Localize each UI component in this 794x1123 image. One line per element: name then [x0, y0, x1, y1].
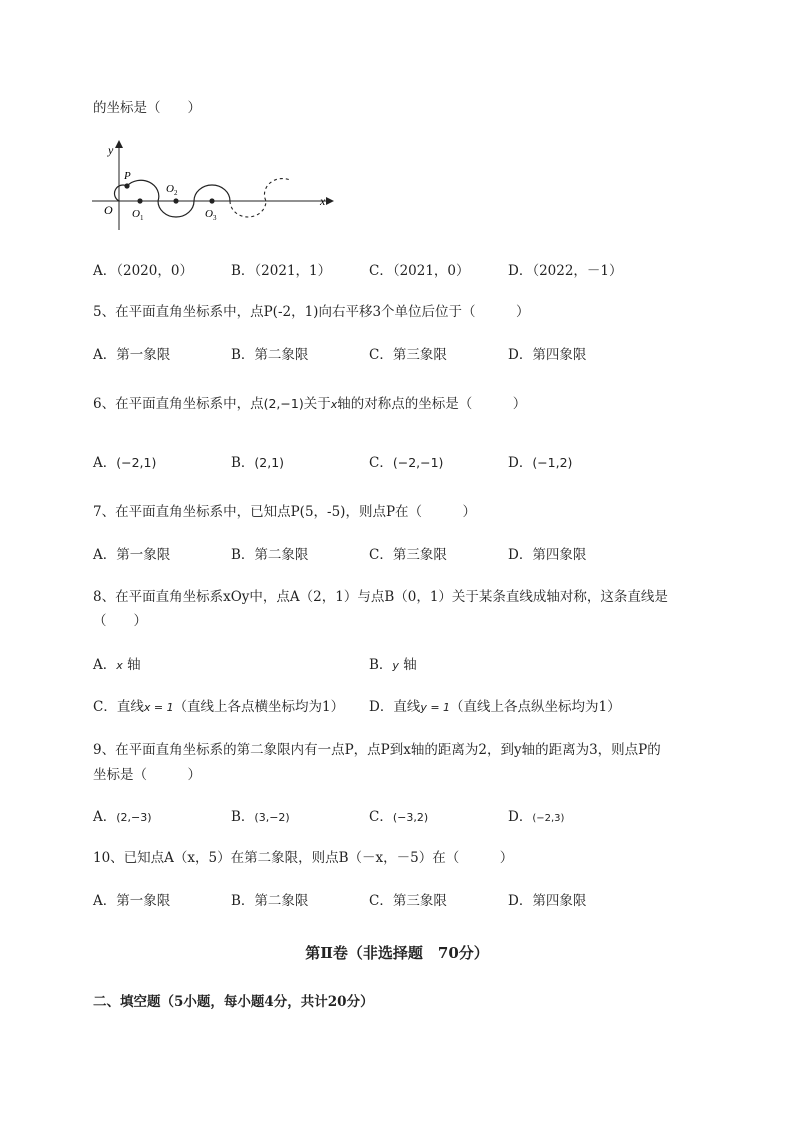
- q7-option-b: B．第二象限: [231, 547, 309, 563]
- q6-stem-point: (2,−1): [263, 396, 304, 411]
- q5-stem: 5、在平面直角坐标系中，点P(-2，1)向右平移3个单位后位于（ ）: [93, 304, 530, 320]
- q9-option-d-value: (−2,3): [532, 813, 565, 824]
- q5-option-d: D．第四象限: [508, 347, 587, 363]
- q8-option-a-letter: A．: [93, 657, 117, 673]
- o2-sub: 2: [174, 189, 178, 197]
- wave-dashed-continuation: [230, 179, 290, 217]
- q9-stem-line1: 9、在平面直角坐标系的第二象限内有一点P，点P到x轴的距离为2，到y轴的距离为3，则点P的: [93, 742, 661, 758]
- q6-option-b: [231, 454, 284, 472]
- q6-option-a-value: (−2,1): [116, 455, 157, 470]
- q8-option-c-text: （直线上各点横坐标均为1）: [173, 699, 345, 715]
- q6-option-a-letter: A．: [93, 455, 117, 471]
- q9-options: [0, 808, 794, 826]
- x-axis-label: x: [320, 194, 326, 208]
- q8-options-row1: [0, 656, 794, 674]
- q9-option-b: [231, 808, 290, 827]
- q8-stem-line1: 8、在平面直角坐标系xOy中，点A（2，1）与点B（0，1）关于某条直线成轴对称，这条直线是: [93, 589, 668, 605]
- q6-option-d: [508, 454, 572, 472]
- section2-heading: 二、填空题（5小题，每小题4分，共计20分）: [93, 994, 374, 1010]
- q8-option-d-text: （直线上各点纵坐标均为1）: [450, 699, 621, 715]
- q7-option-d: D．第四象限: [508, 547, 587, 563]
- q9-option-a-value: (2,−3): [116, 811, 152, 824]
- q5-option-a: A．第一象限: [93, 347, 171, 363]
- q9-option-b-letter: B．: [231, 809, 255, 825]
- q8-stem-line2: （ ）: [93, 613, 147, 629]
- q5-options: [0, 346, 794, 364]
- q6-stem: [93, 395, 526, 414]
- q8-option-c-var: x = 1: [143, 701, 174, 714]
- q9-option-d: [508, 808, 564, 828]
- y-axis-arrow-icon: [115, 140, 123, 148]
- q6-option-b-letter: B．: [231, 455, 255, 471]
- q9-option-a-letter: A．: [93, 809, 117, 825]
- q4-option-b: B．（2021，1）: [231, 263, 332, 279]
- q6-option-b-value: (2,1): [254, 455, 285, 470]
- q4-stem-tail: 的坐标是（ ）: [93, 100, 201, 116]
- q9-option-c: [369, 808, 428, 827]
- point-o3: [209, 198, 214, 203]
- q4-option-c: C．（2021，0）: [369, 263, 470, 279]
- part2-title: 第Ⅱ卷（非选择题 70分）: [305, 944, 489, 962]
- q4-options: [0, 262, 794, 280]
- y-axis-label: y: [108, 143, 114, 157]
- q7-options: [0, 546, 794, 564]
- q6-option-a: [93, 454, 156, 472]
- q6-option-c-value: (−2,−1): [392, 455, 444, 470]
- o1-sub: 1: [140, 214, 144, 222]
- q6-stem-a: 6、在平面直角坐标系中，点: [93, 396, 264, 412]
- q9-option-d-letter: D．: [508, 809, 533, 825]
- q8-option-d-var: y = 1: [420, 701, 451, 714]
- q4-wave-figure: [92, 140, 337, 230]
- q8-option-c-letter: C．直线: [93, 699, 144, 715]
- q6-stem-b: 关于: [303, 396, 331, 412]
- q5-option-c: C．第三象限: [369, 347, 447, 363]
- point-p: [124, 183, 129, 188]
- q4-option-a: A．（2020，0）: [93, 263, 193, 279]
- q10-stem: 10、已知点A（x，5）在第二象限，则点B（－x，－5）在（ ）: [93, 850, 514, 866]
- q10-option-a: A．第一象限: [93, 893, 171, 909]
- q8-option-c: [93, 698, 344, 717]
- q9-option-c-letter: C．: [369, 809, 393, 825]
- q8-option-b-var: y: [392, 659, 399, 672]
- q6-option-c: [369, 454, 443, 472]
- q6-stem-c: 轴的对称点的坐标是（ ）: [337, 396, 527, 412]
- q6-option-d-value: (−1,2): [532, 455, 573, 470]
- q8-option-a-var: x: [116, 659, 123, 672]
- q4-option-d: D．（2022，－1）: [508, 263, 623, 279]
- origin-label: O: [104, 203, 113, 217]
- point-o1: [137, 198, 142, 203]
- q8-option-a: [93, 656, 141, 675]
- q6-stem-axis: x: [330, 398, 338, 411]
- q9-option-c-value: (−3,2): [392, 811, 429, 824]
- q8-option-b-text: 轴: [403, 657, 417, 673]
- q9-option-a: [93, 808, 152, 827]
- q8-option-b-letter: B．: [369, 657, 393, 673]
- q6-option-d-letter: D．: [508, 455, 533, 471]
- q7-option-a: A．第一象限: [93, 547, 171, 563]
- q7-option-c: C．第三象限: [369, 547, 447, 563]
- q10-option-b: B．第二象限: [231, 893, 309, 909]
- o2-label: O: [166, 183, 174, 195]
- q6-options: [0, 454, 794, 472]
- q8-option-d: [369, 698, 621, 717]
- o3-label: O: [205, 208, 213, 220]
- point-o2: [173, 198, 178, 203]
- q8-option-b: [369, 656, 417, 675]
- q5-option-b: B．第二象限: [231, 347, 309, 363]
- q10-option-c: C．第三象限: [369, 893, 447, 909]
- q6-option-c-letter: C．: [369, 455, 393, 471]
- q9-option-b-value: (3,−2): [254, 811, 290, 824]
- o1-label: O: [132, 208, 140, 220]
- q8-option-a-text: 轴: [127, 657, 141, 673]
- q9-stem-line2: 坐标是（ ）: [93, 767, 201, 783]
- q8-options-row2: [0, 698, 794, 716]
- q8-option-d-letter: D．直线: [369, 699, 421, 715]
- p-label: P: [124, 170, 131, 182]
- q7-stem: 7、在平面直角坐标系中，已知点P(5，-5)，则点P在（ ）: [93, 504, 477, 520]
- x-axis-arrow-icon: [326, 197, 334, 205]
- o3-sub: 3: [213, 214, 217, 222]
- q10-option-d: D．第四象限: [508, 893, 587, 909]
- q10-options: [0, 892, 794, 910]
